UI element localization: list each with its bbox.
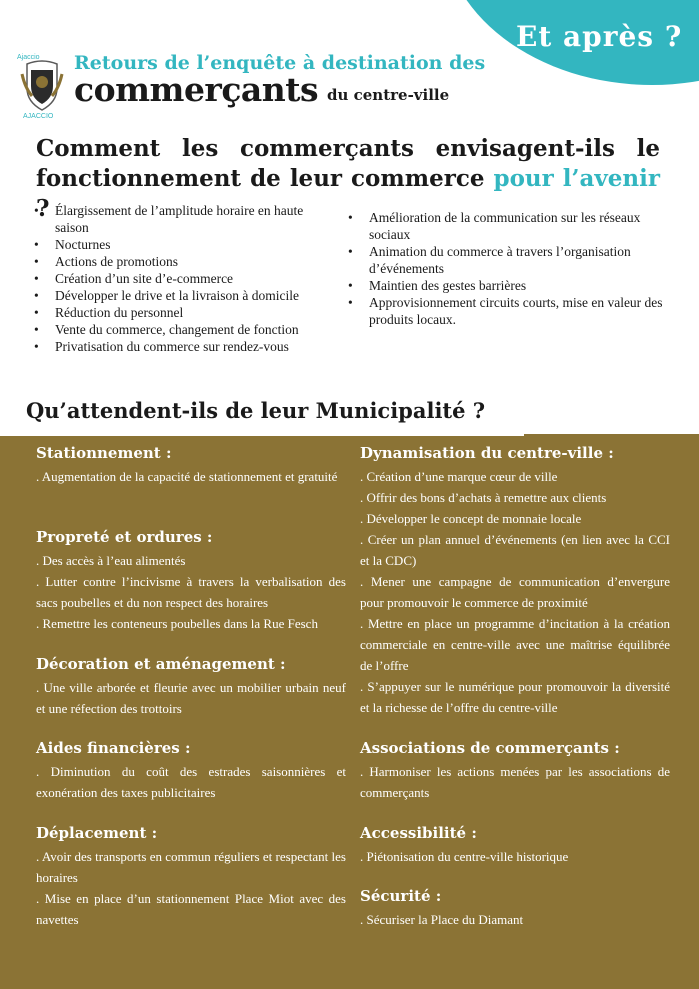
- question-future-line-1: Comment les commerçants envisagent-ils le: [36, 135, 660, 162]
- list-item: • Maintien des gestes barrières: [348, 277, 663, 294]
- section-right: [360, 886, 670, 930]
- section-left: [36, 443, 346, 487]
- section-left: [36, 823, 346, 930]
- badge-title: Et après ?: [516, 20, 683, 53]
- list-item: • Développer le drive et la livraison à domicile: [34, 287, 334, 304]
- section-title: Aides financières :: [36, 739, 191, 757]
- section-title: Associations de commerçants :: [360, 739, 620, 757]
- list-item: • Réduction du personnel: [34, 304, 334, 321]
- list-item: • Privatisation du commerce sur rendez-vous: [34, 338, 334, 355]
- header-line-3: du centre-ville: [327, 86, 450, 104]
- section-item: . Des accès à l’eau alimentés: [36, 553, 186, 568]
- list-item: • Vente du commerce, changement de fonction: [34, 321, 334, 338]
- list-item: • Approvisionnement circuits courts, mise en valeur des produits locaux.: [348, 294, 663, 328]
- section-title: Accessibilité :: [360, 824, 477, 842]
- list-item: • Nocturnes: [34, 236, 334, 253]
- section-item: . Avoir des transports en commun réguliers et respectant les horaires: [36, 849, 346, 885]
- list-item: • Élargissement de l’amplitude horaire en haute saison: [34, 202, 334, 236]
- list-item: • Animation du commerce à travers l’organisation d’événements: [348, 243, 663, 277]
- section-title: Déplacement :: [36, 824, 158, 842]
- header-line-1: Retours de l’enquête à destination des: [74, 52, 486, 74]
- section-item: . Créer un plan annuel d’événements (en lien avec la CCI et la CDC): [360, 532, 670, 568]
- section-left: [36, 738, 346, 803]
- section-title: Propreté et ordures :: [36, 528, 213, 546]
- list-item: • Amélioration de la communication sur les réseaux sociaux: [348, 209, 663, 243]
- section-item: . Sécuriser la Place du Diamant: [360, 912, 524, 927]
- section-item: . Harmoniser les actions menées par les associations de commerçants: [360, 764, 670, 800]
- section-left: [36, 527, 346, 634]
- question-future-line-2-start: fonctionnement de leur commerce: [36, 165, 494, 192]
- section-title: Stationnement :: [36, 444, 172, 462]
- question-future-line-2-end: ?: [36, 195, 50, 222]
- section-right: [360, 823, 670, 867]
- section-item: . Lutter contre l’incivisme à travers la verbalisation des sacs poubelles et du non respect des horaires: [36, 574, 346, 610]
- logo-top-text: Ajaccio: [17, 54, 40, 61]
- section-item: . Augmentation de la capacité de stationnement et gratuité: [36, 469, 338, 484]
- header-line-2: commerçants: [74, 70, 319, 109]
- section-title: Sécurité :: [360, 887, 442, 905]
- section-item: . Développer le concept de monnaie locale: [360, 511, 582, 526]
- question-future-highlight: pour l’avenir: [493, 165, 660, 192]
- section-right: [360, 443, 670, 718]
- section-item: . Remettre les conteneurs poubelles dans la Rue Fesch: [36, 616, 318, 631]
- section-title: Décoration et aménagement :: [36, 655, 286, 673]
- section-item: . Création d’une marque cœur de ville: [360, 469, 558, 484]
- section-item: . Mener une campagne de communication d’envergure pour promouvoir le commerce de proximité: [360, 574, 670, 610]
- question-municipality: Qu’attendent-ils de leur Municipalité ?: [26, 398, 486, 423]
- logo-bottom-text: AJACCIO: [23, 113, 54, 120]
- section-item: . Une ville arborée et fleurie avec un mobilier urbain neuf et une réfection des trottoirs: [36, 680, 346, 716]
- future-list-right: [348, 209, 663, 328]
- section-title: Dynamisation du centre-ville :: [360, 444, 614, 462]
- section-item: . Offrir des bons d’achats à remettre aux clients: [360, 490, 607, 505]
- future-list-left: [34, 202, 334, 355]
- ajaccio-logo-icon: [14, 50, 70, 120]
- section-item: . Piétonisation du centre-ville historique: [360, 849, 569, 864]
- section-right: [360, 738, 670, 803]
- section-item: . Mise en place d’un stationnement Place Miot avec des navettes: [36, 891, 346, 927]
- section-item: . S’appuyer sur le numérique pour promouvoir la diversité et la richesse de l’offre du centre-ville: [360, 679, 670, 715]
- list-item: • Création d’un site d’e-commerce: [34, 270, 334, 287]
- section-left: [36, 654, 346, 719]
- list-item: • Actions de promotions: [34, 253, 334, 270]
- section-item: . Mettre en place un programme d’incitation à la création commerciale en centre-ville avec une maîtrise équilibrée de l’offre: [360, 616, 670, 673]
- section-item: . Diminution du coût des estrades saisonnières et exonération des taxes publicitaires: [36, 764, 346, 800]
